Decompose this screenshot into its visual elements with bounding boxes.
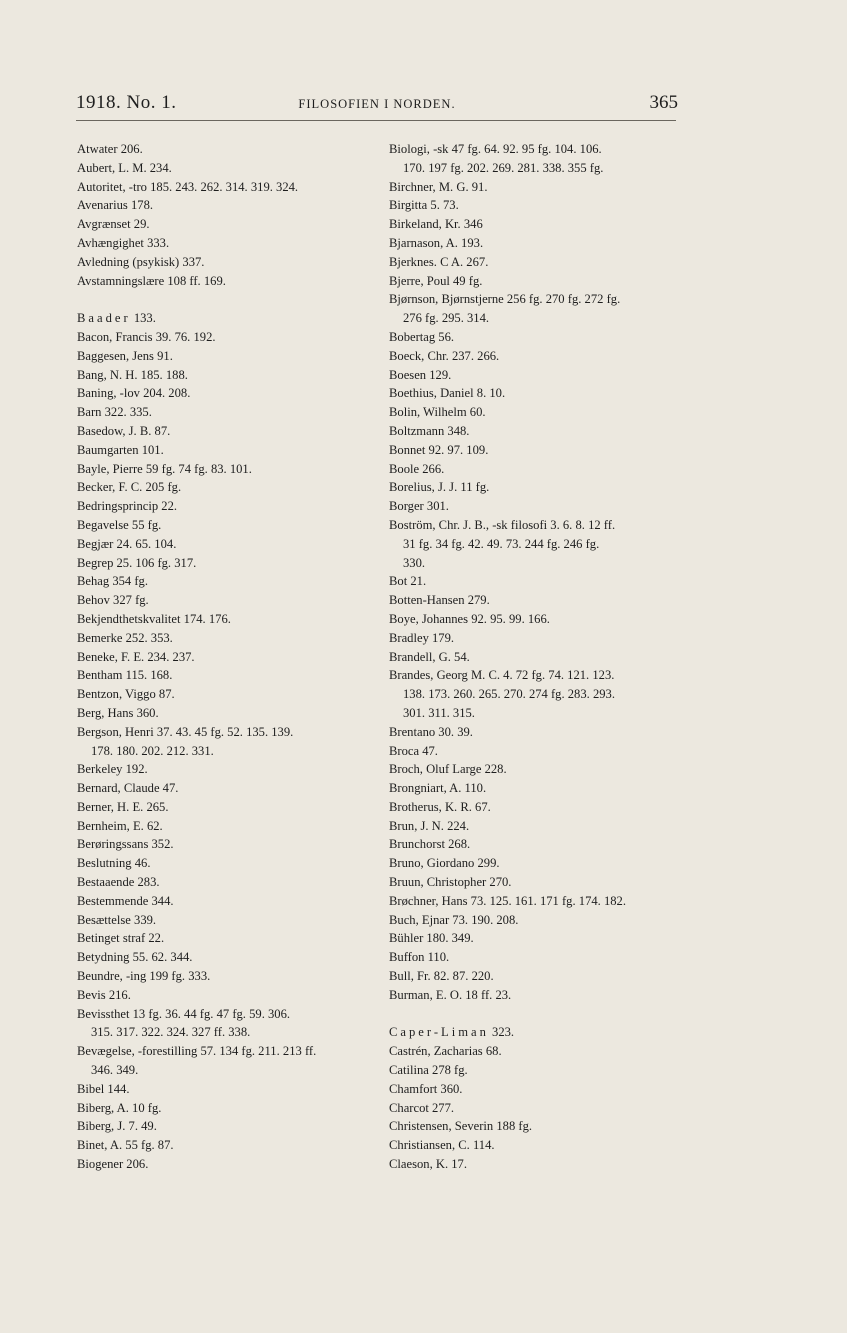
index-entry	[389, 1080, 684, 1099]
entry-text: 323.	[488, 1025, 515, 1040]
entry-text: Berner, H. E. 265.	[77, 799, 169, 814]
index-entry	[77, 215, 377, 234]
index-entry-continuation	[77, 1061, 377, 1080]
index-entry	[389, 215, 684, 234]
index-entry	[77, 591, 377, 610]
entry-text: Bacon, Francis 39. 76. 192.	[77, 329, 216, 344]
index-entry-continuation	[77, 1023, 377, 1042]
entry-text: Bevægelse, -forestilling 57. 134 fg. 211. 213 ff.	[77, 1044, 317, 1059]
entry-text: Boeck, Chr. 237. 266.	[389, 348, 500, 363]
entry-text: 133.	[130, 311, 156, 326]
index-entry	[77, 422, 377, 441]
entry-text: Barn 322. 335.	[77, 405, 152, 420]
entry-text: Bestemmende 344.	[77, 893, 174, 908]
entry-text: Claeson, K. 17.	[389, 1157, 468, 1172]
entry-text: 31 fg. 34 fg. 42. 49. 73. 244 fg. 246 fg.	[403, 536, 600, 551]
issue-label: 1918. No. 1.	[76, 92, 177, 113]
entry-text: Bentzon, Viggo 87.	[77, 687, 175, 702]
entry-text: Avledning (psykisk) 337.	[77, 254, 205, 269]
running-title: FILOSOFIEN I NORDEN.	[298, 97, 456, 111]
index-entry	[77, 309, 377, 328]
entry-text: Brun, J. N. 224.	[389, 818, 470, 833]
index-entry	[389, 873, 684, 892]
index-entry-continuation	[389, 159, 684, 178]
entry-text: 138. 173. 260. 265. 270. 274 fg. 283. 293.	[403, 687, 615, 702]
index-entry	[389, 347, 684, 366]
entry-text: Beslutning 46.	[77, 856, 151, 871]
index-entry	[389, 196, 684, 215]
entry-text: Borelius, J. J. 11 fg.	[389, 480, 490, 495]
entry-text: Brunchorst 268.	[389, 837, 471, 852]
index-entry	[77, 535, 377, 554]
entry-text: Chamfort 360.	[389, 1081, 463, 1096]
index-entry	[77, 873, 377, 892]
index-entry	[389, 422, 684, 441]
index-entry-continuation	[389, 704, 684, 723]
index-entry	[389, 1023, 684, 1042]
entry-text: Bühler 180. 349.	[389, 931, 474, 946]
index-entry	[77, 760, 377, 779]
index-entry	[77, 1136, 377, 1155]
running-header	[76, 92, 678, 120]
index-entry-continuation	[389, 554, 684, 573]
index-entry	[77, 272, 377, 291]
entry-text: Berg, Hans 360.	[77, 705, 159, 720]
index-entry	[389, 516, 684, 535]
entry-text: Bjerknes. C A. 267.	[389, 254, 489, 269]
index-entry	[389, 929, 684, 948]
entry-text: Bibel 144.	[77, 1081, 130, 1096]
entry-text: Begrep 25. 106 fg. 317.	[77, 555, 197, 570]
entry-text: Biberg, A. 10 fg.	[77, 1100, 162, 1115]
index-entry	[77, 234, 377, 253]
index-entry	[77, 986, 377, 1005]
index-entry	[389, 1155, 684, 1174]
index-entry	[389, 948, 684, 967]
index-entry	[77, 854, 377, 873]
entry-text: Betinget straf 22.	[77, 931, 165, 946]
index-entry	[77, 1005, 377, 1024]
entry-text: Bernard, Claude 47.	[77, 781, 179, 796]
entry-text: Brandes, Georg M. C. 4. 72 fg. 74. 121. 123.	[389, 668, 615, 683]
index-entry	[77, 967, 377, 986]
entry-text: Bjørnson, Bjørnstjerne 256 fg. 270 fg. 272 fg.	[389, 292, 621, 307]
index-entry	[77, 441, 377, 460]
entry-text: Bull, Fr. 82. 87. 220.	[389, 969, 494, 984]
section-lead-word: Caper-Liman	[389, 1025, 489, 1040]
index-entry	[77, 948, 377, 967]
index-entry	[77, 817, 377, 836]
entry-text: Biberg, J. 7. 49.	[77, 1119, 157, 1134]
index-entry	[77, 572, 377, 591]
entry-text: Charcot 277.	[389, 1100, 455, 1115]
index-entry	[389, 403, 684, 422]
index-entry	[77, 478, 377, 497]
entry-text: Beneke, F. E. 234. 237.	[77, 649, 195, 664]
index-entry	[77, 196, 377, 215]
index-entry	[389, 1136, 684, 1155]
index-entry	[77, 366, 377, 385]
entry-text: 276 fg. 295. 314.	[403, 311, 490, 326]
entry-text: Becker, F. C. 205 fg.	[77, 480, 182, 495]
entry-text: Binet, A. 55 fg. 87.	[77, 1138, 174, 1153]
index-entry	[77, 648, 377, 667]
entry-text: 301. 311. 315.	[403, 705, 475, 720]
index-entry	[77, 140, 377, 159]
index-entry	[77, 779, 377, 798]
entry-text: Avstamningslære 108 ff. 169.	[77, 273, 226, 288]
entry-text: Bayle, Pierre 59 fg. 74 fg. 83. 101.	[77, 461, 252, 476]
index-entry	[389, 140, 684, 159]
index-entry	[389, 666, 684, 685]
entry-text: Avgrænset 29.	[77, 217, 150, 232]
entry-text: Castrén, Zacharias 68.	[389, 1044, 502, 1059]
index-entry	[77, 1080, 377, 1099]
index-column-right	[389, 140, 684, 1174]
entry-text: Buffon 110.	[389, 950, 450, 965]
entry-text: Bot 21.	[389, 574, 427, 589]
index-entry	[389, 648, 684, 667]
entry-text: 346. 349.	[91, 1063, 139, 1078]
entry-text: Baggesen, Jens 91.	[77, 348, 173, 363]
entry-text: Brotherus, K. R. 67.	[389, 799, 491, 814]
entry-text: Brongniart, A. 110.	[389, 781, 487, 796]
entry-text: Bentham 115. 168.	[77, 668, 173, 683]
index-entry	[389, 760, 684, 779]
index-entry	[389, 460, 684, 479]
entry-text: Bobertag 56.	[389, 329, 455, 344]
entry-text: Avhængighet 333.	[77, 235, 170, 250]
index-entry	[389, 1042, 684, 1061]
index-entry	[389, 817, 684, 836]
entry-text: Baumgarten 101.	[77, 442, 164, 457]
index-entry	[77, 629, 377, 648]
index-entry	[389, 290, 684, 309]
entry-text: Bradley 179.	[389, 630, 455, 645]
index-entry	[77, 835, 377, 854]
entry-text: Betydning 55. 62. 344.	[77, 950, 193, 965]
index-entry	[77, 892, 377, 911]
header-rule	[76, 120, 676, 121]
entry-text: Bedringsprincip 22.	[77, 499, 178, 514]
index-entry	[77, 1117, 377, 1136]
index-entry-continuation	[389, 535, 684, 554]
index-entry	[389, 178, 684, 197]
entry-text: 330.	[403, 555, 426, 570]
index-entry	[77, 178, 377, 197]
entry-text: Aubert, L. M. 234.	[77, 160, 172, 175]
entry-text: Behag 354 fg.	[77, 574, 148, 589]
index-entry	[77, 347, 377, 366]
entry-text: Botten-Hansen 279.	[389, 593, 490, 608]
index-entry	[389, 854, 684, 873]
entry-text: Broca 47.	[389, 743, 438, 758]
index-entry	[77, 516, 377, 535]
index-entry	[389, 591, 684, 610]
entry-text: Begjær 24. 65. 104.	[77, 536, 177, 551]
entry-text: Boye, Johannes 92. 95. 99. 166.	[389, 611, 550, 626]
entry-text: Bevis 216.	[77, 987, 131, 1002]
index-entry	[77, 328, 377, 347]
entry-text: Bekjendthetskvalitet 174. 176.	[77, 611, 231, 626]
entry-text: Bemerke 252. 353.	[77, 630, 173, 645]
index-entry	[389, 967, 684, 986]
index-entry	[389, 742, 684, 761]
entry-text: Bonnet 92. 97. 109.	[389, 442, 489, 457]
index-entry	[77, 685, 377, 704]
index-entry	[77, 460, 377, 479]
index-entry-continuation	[389, 685, 684, 704]
entry-text: 178. 180. 202. 212. 331.	[91, 743, 214, 758]
index-entry	[77, 159, 377, 178]
entry-text: Bernheim, E. 62.	[77, 818, 163, 833]
entry-text: Biologi, -sk 47 fg. 64. 92. 95 fg. 104. 106.	[389, 142, 602, 156]
entry-text: Bang, N. H. 185. 188.	[77, 367, 188, 382]
entry-text: Berøringssans 352.	[77, 837, 174, 852]
entry-text: Brøchner, Hans 73. 125. 161. 171 fg. 174. 182.	[389, 893, 626, 908]
index-entry	[389, 441, 684, 460]
entry-text: Biogener 206.	[77, 1157, 149, 1172]
index-entry	[77, 384, 377, 403]
index-entry	[77, 554, 377, 573]
section-gap	[77, 290, 377, 309]
index-entry	[389, 234, 684, 253]
index-entry	[389, 911, 684, 930]
index-entry-continuation	[389, 309, 684, 328]
entry-text: Bjerre, Poul 49 fg.	[389, 273, 483, 288]
index-entry	[77, 911, 377, 930]
entry-text: Brandell, G. 54.	[389, 649, 470, 664]
entry-text: Besættelse 339.	[77, 912, 157, 927]
entry-text: Behov 327 fg.	[77, 593, 149, 608]
entry-text: Berkeley 192.	[77, 762, 148, 777]
index-entry	[77, 403, 377, 422]
index-entry	[77, 929, 377, 948]
index-entry	[389, 572, 684, 591]
index-entry	[389, 1099, 684, 1118]
index-entry	[389, 986, 684, 1005]
entry-text: Christensen, Severin 188 fg.	[389, 1119, 533, 1134]
entry-text: Birgitta 5. 73.	[389, 198, 459, 213]
index-entry	[389, 1061, 684, 1080]
index-entry	[77, 1042, 377, 1061]
entry-text: Birkeland, Kr. 346	[389, 217, 483, 232]
index-entry	[389, 478, 684, 497]
entry-text: Bergson, Henri 37. 43. 45 fg. 52. 135. 139.	[77, 724, 294, 739]
index-entry	[389, 723, 684, 742]
entry-text: Basedow, J. B. 87.	[77, 423, 171, 438]
entry-text: Borger 301.	[389, 499, 449, 514]
index-entry	[389, 610, 684, 629]
index-entry	[77, 1155, 377, 1174]
index-column-left	[77, 140, 377, 1174]
entry-text: 170. 197 fg. 202. 269. 281. 338. 355 fg.	[403, 160, 604, 175]
entry-text: Boole 266.	[389, 461, 445, 476]
entry-text: Atwater 206.	[77, 142, 143, 156]
index-entry	[389, 629, 684, 648]
entry-text: Bruun, Christopher 270.	[389, 875, 512, 890]
entry-text: Broch, Oluf Large 228.	[389, 762, 507, 777]
entry-text: Burman, E. O. 18 ff. 23.	[389, 987, 512, 1002]
index-entry	[389, 328, 684, 347]
index-entry	[77, 610, 377, 629]
entry-text: Birchner, M. G. 91.	[389, 179, 488, 194]
index-entry-continuation	[77, 742, 377, 761]
index-entry	[77, 1099, 377, 1118]
entry-text: Bevissthet 13 fg. 36. 44 fg. 47 fg. 59. 306.	[77, 1006, 291, 1021]
index-entry	[389, 272, 684, 291]
section-gap	[389, 1005, 684, 1024]
index-entry	[389, 366, 684, 385]
index-entry	[389, 798, 684, 817]
index-entry	[77, 253, 377, 272]
entry-text: Boesen 129.	[389, 367, 452, 382]
entry-text: Bruno, Giordano 299.	[389, 856, 500, 871]
entry-text: Baning, -lov 204. 208.	[77, 386, 191, 401]
index-entry	[389, 253, 684, 272]
index-entry	[77, 704, 377, 723]
section-lead-word: Baader	[77, 311, 131, 326]
entry-text: Boström, Chr. J. B., -sk filosofi 3. 6. 8. 12 ff.	[389, 517, 616, 532]
index-entry	[77, 666, 377, 685]
page-number: 365	[649, 92, 678, 113]
entry-text: Boethius, Daniel 8. 10.	[389, 386, 506, 401]
entry-text: Avenarius 178.	[77, 198, 154, 213]
entry-text: Buch, Ejnar 73. 190. 208.	[389, 912, 519, 927]
index-entry	[77, 723, 377, 742]
entry-text: 315. 317. 322. 324. 327 ff. 338.	[91, 1025, 251, 1040]
entry-text: Autoritet, -tro 185. 243. 262. 314. 319. 324.	[77, 179, 299, 194]
index-entry	[389, 497, 684, 516]
entry-text: Bestaaende 283.	[77, 875, 160, 890]
entry-text: Christiansen, C. 114.	[389, 1138, 495, 1153]
entry-text: Bjarnason, A. 193.	[389, 235, 484, 250]
index-entry	[77, 497, 377, 516]
entry-text: Begavelse 55 fg.	[77, 517, 162, 532]
entry-text: Beundre, -ing 199 fg. 333.	[77, 969, 211, 984]
index-entry	[389, 779, 684, 798]
index-entry	[389, 892, 684, 911]
entry-text: Catilina 278 fg.	[389, 1063, 468, 1078]
index-entry	[389, 835, 684, 854]
index-entry	[389, 384, 684, 403]
entry-text: Boltzmann 348.	[389, 423, 470, 438]
index-entry	[77, 798, 377, 817]
entry-text: Brentano 30. 39.	[389, 724, 473, 739]
entry-text: Bolin, Wilhelm 60.	[389, 405, 486, 420]
index-entry	[389, 1117, 684, 1136]
